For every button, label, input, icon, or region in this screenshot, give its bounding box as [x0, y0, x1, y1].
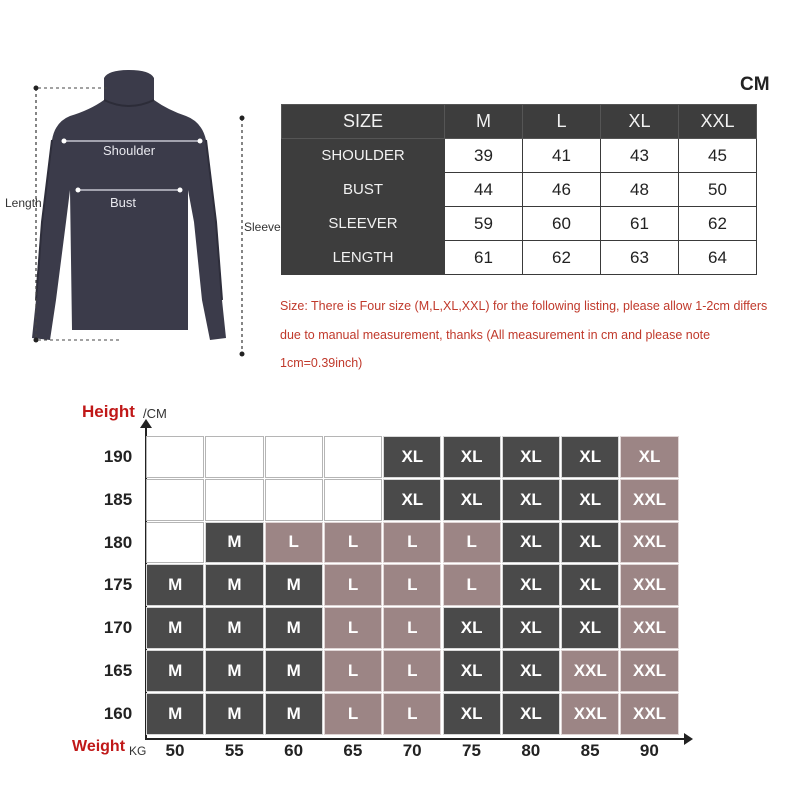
weight-tick-label: 65: [343, 741, 363, 760]
size-grid-cell: XL: [443, 479, 501, 521]
size-grid-cell: XL: [443, 436, 501, 478]
size-grid-cell: M: [146, 564, 204, 606]
size-grid-cell: L: [324, 607, 382, 649]
size-grid-cell: XL: [561, 436, 619, 478]
size-grid-cell: L: [443, 522, 501, 564]
table-cell: 41: [523, 139, 601, 173]
size-grid-cell: XL: [561, 607, 619, 649]
weight-tick-label: 85: [580, 741, 600, 760]
note-body-highlight: There is Four size (M,L,XL,XXL) for the following listing, please allow 1-2cm differs due to manual measurement, thanks (All measurement in cm and please note 1cm=0.39inch): [280, 299, 768, 370]
size-grid-cell: [146, 436, 204, 478]
shirt-measurement-diagram: [0, 0, 290, 370]
shoulder-label: Shoulder: [103, 143, 156, 158]
size-grid-cell: M: [205, 693, 263, 735]
size-grid-cell: [146, 479, 204, 521]
size-grid-cell: XL: [383, 436, 441, 478]
size-grid-cell: L: [383, 522, 441, 564]
size-grid-cell: L: [324, 650, 382, 692]
table-cell: 61: [445, 241, 523, 275]
table-cell: 45: [679, 139, 757, 173]
size-grid-cell: XXL: [620, 650, 678, 692]
table-cell: 61: [601, 207, 679, 241]
table-cell: 62: [679, 207, 757, 241]
size-grid-cell: [205, 479, 263, 521]
height-tick-label: 180: [103, 532, 133, 552]
size-header-cell: M: [445, 105, 523, 139]
weight-tick-label: 90: [639, 741, 659, 760]
table-row: [282, 139, 757, 173]
size-grid-cell: XXL: [561, 693, 619, 735]
size-grid-cell: M: [265, 650, 323, 692]
size-grid-cell: L: [383, 564, 441, 606]
size-grid-cell: XL: [502, 607, 560, 649]
size-grid-cell: [265, 436, 323, 478]
size-header-cell: XL: [601, 105, 679, 139]
table-cell: 64: [679, 241, 757, 275]
x-axis-line: [145, 738, 685, 740]
size-grid-cell: M: [205, 607, 263, 649]
table-cell: 59: [445, 207, 523, 241]
size-grid-cell: M: [265, 607, 323, 649]
size-grid-cell: XL: [561, 522, 619, 564]
shirt-illustration: [0, 0, 290, 370]
size-grid-cell: XL: [443, 693, 501, 735]
table-cell: 63: [601, 241, 679, 275]
height-weight-chart: [0, 390, 800, 800]
size-grid-cell: M: [205, 522, 263, 564]
row-label: BUST: [282, 173, 445, 207]
unit-label: CM: [740, 74, 770, 95]
length-label: Length: [5, 196, 42, 210]
size-grid-cell: L: [383, 607, 441, 649]
weight-tick-label: 75: [462, 741, 481, 760]
height-tick-label: 170: [103, 618, 133, 638]
x-axis-arrow: [684, 733, 693, 745]
weight-tick-label: 60: [284, 741, 304, 760]
weight-tick-label: 70: [402, 741, 422, 760]
size-grid-cell: XL: [561, 479, 619, 521]
size-grid-cell: XL: [383, 479, 441, 521]
weight-tick-label: 55: [224, 741, 244, 760]
size-grid-cell: XL: [443, 650, 501, 692]
size-grid-cell: XL: [561, 564, 619, 606]
size-grid-cell: XL: [502, 564, 560, 606]
height-axis-title: Height: [82, 402, 135, 421]
table-cell: 44: [445, 173, 523, 207]
table-row: [282, 241, 757, 275]
weight-tick-label: 80: [521, 741, 541, 760]
size-grid-cell: XL: [502, 436, 560, 478]
size-grid-cell: M: [205, 564, 263, 606]
size-header-cell: L: [523, 105, 601, 139]
size-grid-cell: XXL: [620, 607, 678, 649]
size-grid-cell: M: [265, 564, 323, 606]
size-grid-cell: L: [383, 650, 441, 692]
size-grid-cell: M: [146, 650, 204, 692]
size-grid-cell: L: [324, 564, 382, 606]
table-row: [282, 173, 757, 207]
height-axis-unit: /CM: [143, 406, 167, 421]
size-grid-cell: [265, 479, 323, 521]
size-grid-cell: M: [146, 607, 204, 649]
size-header-cell: XXL: [679, 105, 757, 139]
bust-label: Bust: [110, 195, 137, 210]
note-lead: Size:: [280, 299, 308, 313]
size-header-cell: SIZE: [282, 105, 445, 139]
size-grid-cell: L: [383, 693, 441, 735]
size-table-header-row: [282, 105, 757, 139]
size-grid-cell: [205, 436, 263, 478]
height-tick-label: 185: [103, 489, 133, 509]
table-cell: 60: [523, 207, 601, 241]
size-grid-cell: L: [324, 693, 382, 735]
height-tick-label: 175: [103, 575, 133, 595]
size-grid-cell: L: [324, 522, 382, 564]
height-tick-label: 160: [103, 703, 133, 723]
size-grid-cell: XL: [502, 693, 560, 735]
size-grid-cell: XXL: [620, 693, 678, 735]
size-grid-cell: M: [146, 693, 204, 735]
size-grid-cell: XL: [443, 607, 501, 649]
size-table: [281, 104, 757, 275]
size-grid-cell: [324, 479, 382, 521]
size-grid-cell: M: [205, 650, 263, 692]
size-grid-cell: [146, 522, 204, 564]
size-grid-cell: M: [265, 693, 323, 735]
weight-axis-title: Weight: [72, 738, 126, 755]
size-grid: [146, 436, 680, 736]
size-grid-cell: XL: [502, 650, 560, 692]
size-grid-cell: XL: [502, 479, 560, 521]
size-grid-cell: XL: [620, 436, 678, 478]
table-cell: 48: [601, 173, 679, 207]
row-label: SLEEVER: [282, 207, 445, 241]
size-grid-cell: XXL: [620, 564, 678, 606]
height-tick-label: 165: [103, 661, 133, 680]
weight-tick-label: 50: [165, 741, 185, 760]
height-tick-label: 190: [103, 447, 133, 466]
size-grid-cell: L: [265, 522, 323, 564]
size-grid-cell: XL: [502, 522, 560, 564]
size-grid-cell: L: [443, 564, 501, 606]
size-note: [280, 292, 790, 378]
size-grid-cell: XXL: [620, 522, 678, 564]
row-label: SHOULDER: [282, 139, 445, 173]
table-cell: 46: [523, 173, 601, 207]
size-grid-cell: XXL: [561, 650, 619, 692]
size-grid-cell: [324, 436, 382, 478]
table-row: [282, 207, 757, 241]
size-grid-cell: XXL: [620, 479, 678, 521]
weight-axis-unit: KG: [129, 744, 147, 758]
row-label: LENGTH: [282, 241, 445, 275]
sleeve-label: Sleeve: [244, 220, 281, 234]
table-cell: 43: [601, 139, 679, 173]
table-cell: 50: [679, 173, 757, 207]
table-cell: 62: [523, 241, 601, 275]
table-cell: 39: [445, 139, 523, 173]
